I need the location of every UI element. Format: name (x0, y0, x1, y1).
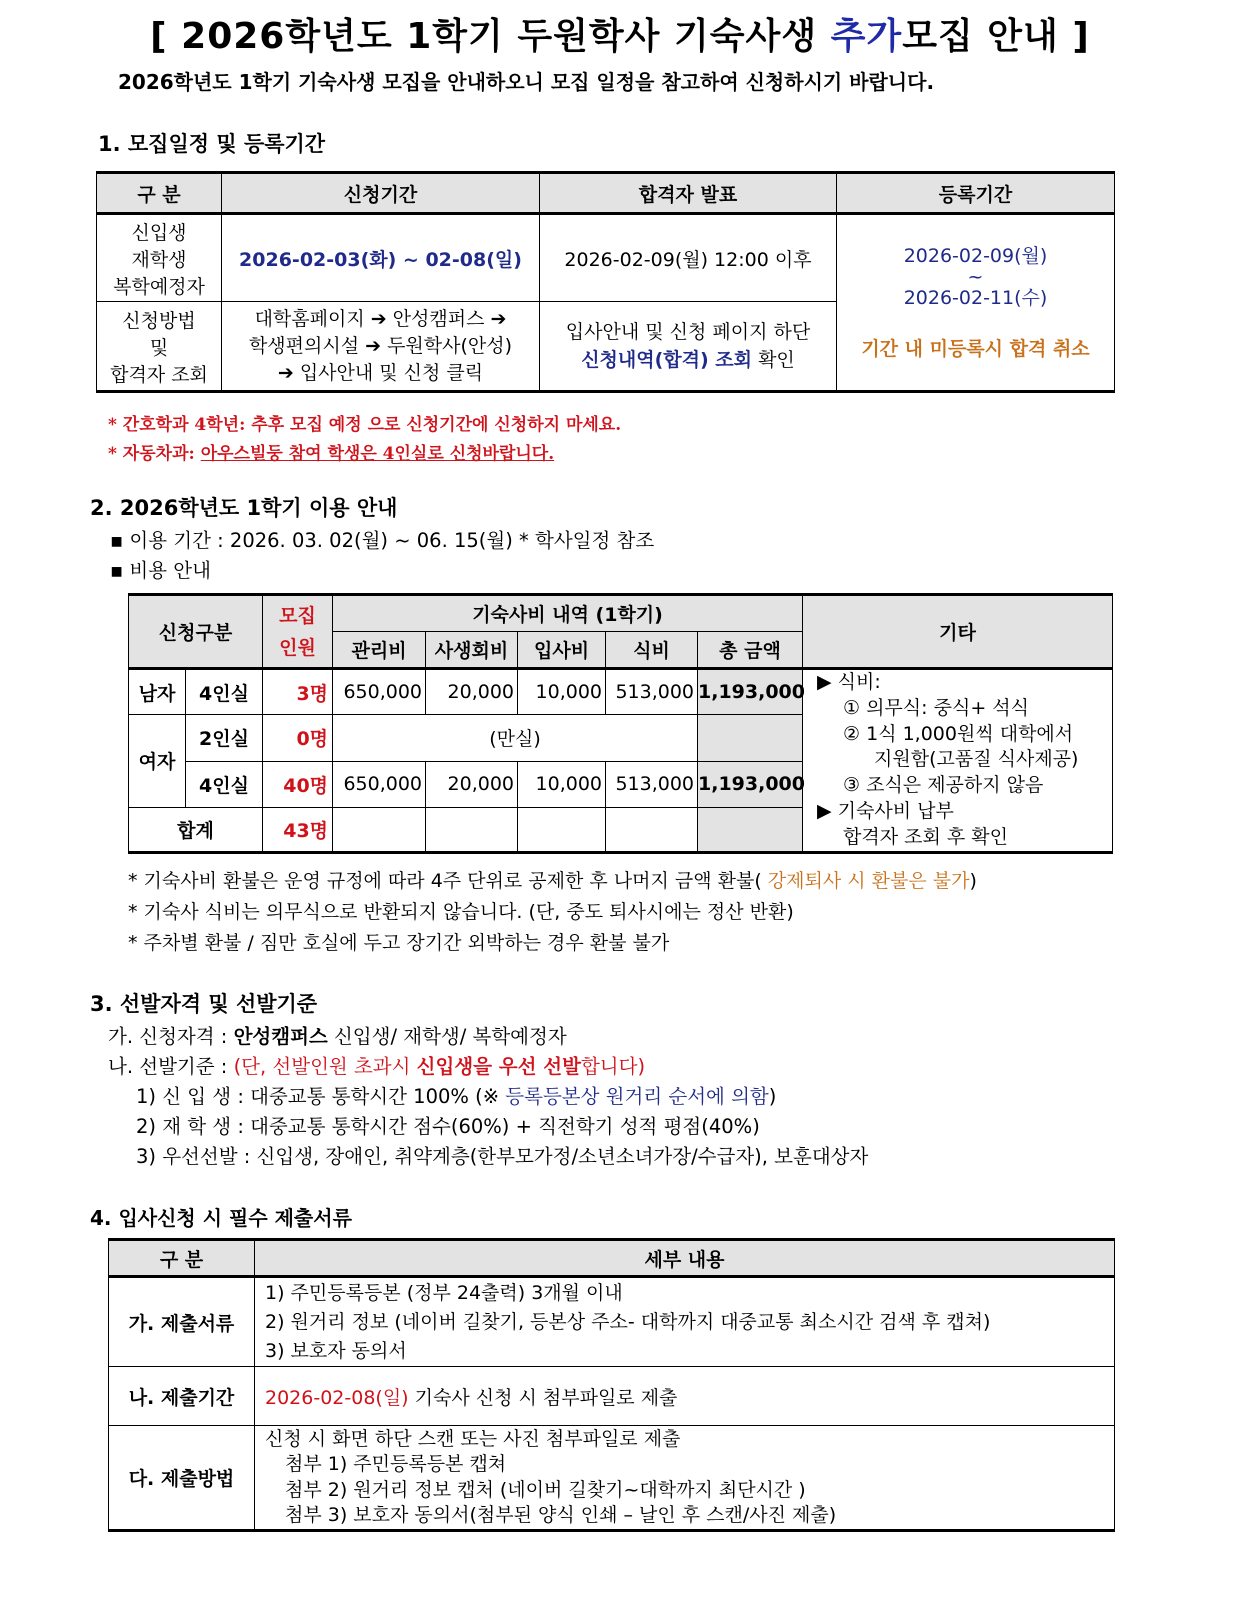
female-management: 650,000 (333, 761, 426, 807)
documents-table (108, 1238, 1115, 1532)
usage-period: ▪ 이용 기간 : 2026. 03. 02(월) ~ 06. 15(월) * 학사일정 참조 (110, 525, 654, 553)
male-room4: 4인실 (186, 669, 263, 715)
intro-text: 2026학년도 1학기 기숙사생 모집을 안내하오니 모집 일정을 참고하여 신청하시기 바랍니다. (118, 70, 935, 94)
absence-note: * 주차별 환불 / 짐만 호실에 두고 장기간 외박하는 경우 환불 불가 (128, 932, 670, 954)
header-quota: 모집 인원 (263, 595, 333, 669)
female-room2-quota: 0명 (263, 715, 333, 762)
schedule-table (96, 171, 1115, 393)
full-label: (만실) (333, 715, 698, 762)
female-entry: 10,000 (518, 761, 606, 807)
total-meal (606, 807, 698, 852)
female-room4: 4인실 (186, 761, 263, 807)
header-meal: 식비 (606, 632, 698, 669)
header-management: 관리비 (333, 632, 426, 669)
submission-method-label: 다. 제출방법 (109, 1426, 255, 1531)
header-council: 사생회비 (426, 632, 518, 669)
other-notes: ▶ 식비: ① 의무식: 중식+ 석식 ② 1식 1,000원씩 대학에서 지원함(고품질 식사제공) ③ 조식은 제공하지 않음 ▶ 기숙사비 납부 합격자 조회 후 확인 (803, 669, 1113, 853)
male-council: 20,000 (426, 669, 518, 715)
female-room2: 2인실 (186, 715, 263, 762)
result-check: 입사안내 및 신청 페이지 하단 신청내역(합격) 조회 확인 (540, 302, 837, 392)
female-total: 1,193,000 (698, 761, 803, 807)
page-title: [ 2026학년도 1학기 두원학사 기숙사생 추가모집 안내 ] (150, 16, 1090, 57)
criteria: 나. 선발기준 : (단, 선발인원 초과시 신입생을 우선 선발합니다) (108, 1055, 646, 1078)
header-period: 신청기간 (222, 173, 540, 214)
male-label: 남자 (129, 669, 186, 715)
result-check-highlight: 신청내역(합격) 조회 (581, 349, 753, 371)
female-room4-quota: 40명 (263, 761, 333, 807)
female-label: 여자 (129, 715, 186, 808)
total-council (426, 807, 518, 852)
registration-warning: 기간 내 미등록시 합격 취소 (861, 338, 1090, 360)
documents-label: 가. 제출서류 (109, 1277, 255, 1367)
header-registration: 등록기간 (837, 173, 1115, 214)
total-label: 합계 (129, 807, 263, 852)
submission-period-label: 나. 제출기간 (109, 1367, 255, 1426)
application-method: 대학홈페이지 ➔ 안성캠퍼스 ➔ 학생편의시설 ➔ 두원학사(안성) ➔ 입사안내 및 신청 클릭 (222, 302, 540, 392)
cost-guide: ▪ 비용 안내 (110, 555, 211, 583)
total-amount (698, 807, 803, 852)
total-entry (518, 807, 606, 852)
header-type: 신청구분 (129, 595, 263, 669)
total-quota: 43명 (263, 807, 333, 852)
header-fee: 기숙사비 내역 (1학기) (333, 595, 803, 632)
criteria-new: 1) 신 입 생 : 대중교통 통학시간 100% (※ 등록등본상 원거리 순서에 의함) (136, 1085, 777, 1108)
female-council: 20,000 (426, 761, 518, 807)
section3-heading: 3. 선발자격 및 선발기준 (90, 992, 318, 1016)
header-details: 세부 내용 (255, 1240, 1115, 1277)
male-total: 1,193,000 (698, 669, 803, 715)
section2-heading: 2. 2026학년도 1학기 이용 안내 (90, 496, 398, 520)
header-total: 총 금액 (698, 632, 803, 669)
female-meal: 513,000 (606, 761, 698, 807)
documents-list: 1) 주민등록등본 (정부 24출력) 3개월 이내 2) 원거리 정보 (네이버 길찾기, 등본상 주소- 대학까지 대중교통 최소시간 검색 후 캡쳐) 3) 보호자 동의서 (255, 1277, 1115, 1367)
submission-method: 신청 시 화면 하단 스캔 또는 사진 첨부파일로 제출 첨부 1) 주민등록등본 캡쳐 첨부 2) 원거리 정보 캡처 (네이버 길찾기~대학까지 최단시간 ) 첨부 3) 보호자 동의서(첨부된 양식 인쇄 – 날인 후 스캔/사진 제출) (255, 1426, 1115, 1531)
header-category: 구 분 (97, 173, 222, 214)
male-quota: 3명 (263, 669, 333, 715)
refund-note: * 기숙사비 환불은 운영 규정에 따라 4주 단위로 공제한 후 나머지 금액 환불( 강제퇴사 시 환불은 불가) (128, 870, 977, 892)
section1-heading: 1. 모집일정 및 등록기간 (98, 132, 326, 156)
male-entry: 10,000 (518, 669, 606, 715)
row2-label: 신청방법 및 합격자 조회 (97, 302, 222, 392)
header-other: 기타 (803, 595, 1113, 669)
criteria-current: 2) 재 학 생 : 대중교통 통학시간 점수(60%) + 직전학기 성적 평점(40%) (136, 1115, 760, 1138)
row1-label: 신입생 재학생 복학예정자 (97, 214, 222, 302)
note-nursing: * 간호학과 4학년: 추후 모집 예정 으로 신청기간에 신청하지 마세요. (108, 415, 622, 435)
male-management: 650,000 (333, 669, 426, 715)
female-room2-total (698, 715, 803, 762)
header-category: 구 분 (109, 1240, 255, 1277)
announcement-time: 2026-02-09(월) 12:00 이후 (540, 214, 837, 302)
criteria-priority: 3) 우선선발 : 신입생, 장애인, 취약계층(한부모가정/소년소녀가장/수급자), 보훈대상자 (136, 1145, 869, 1168)
meal-note: * 기숙사 식비는 의무식으로 반환되지 않습니다. (단, 중도 퇴사시에는 정산 반환) (128, 901, 794, 923)
submission-period: 2026-02-08(일) 기숙사 신청 시 첨부파일로 제출 (255, 1367, 1115, 1426)
note-automotive: * 자동차과: 아우스빌둥 참여 학생은 4인실로 신청바랍니다. (108, 444, 555, 464)
eligibility: 가. 신청자격 : 안성캠퍼스 신입생/ 재학생/ 복학예정자 (108, 1025, 567, 1048)
title-highlight: 추가 (830, 16, 903, 57)
registration-period: 2026-02-09(월) ~ 2026-02-11(수) 기간 내 미등록시 합격 취소 (837, 214, 1115, 392)
header-entry: 입사비 (518, 632, 606, 669)
section4-heading: 4. 입사신청 시 필수 제출서류 (90, 1206, 352, 1230)
cost-table (128, 593, 1113, 854)
application-period: 2026-02-03(화) ~ 02-08(일) (222, 214, 540, 302)
header-announce: 합격자 발표 (540, 173, 837, 214)
male-meal: 513,000 (606, 669, 698, 715)
total-management (333, 807, 426, 852)
